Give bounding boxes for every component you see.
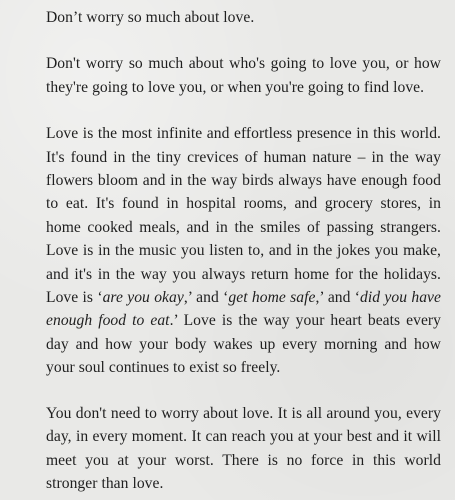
main-text-2: ,’ and ‘	[183, 289, 229, 307]
main-text-4: .’ Love is the way your heart beats every day and how your body wakes up every morning and how your soul continues to exist so freely.	[46, 312, 442, 377]
closing-paragraph: You don't need to worry about love. It is all around you, every day, in every moment. It can reach you at your best and it will meet you at your worst. There is no force in this world stronger than love.	[46, 404, 441, 492]
main-paragraph	[46, 122, 441, 379]
intro-paragraph: Don't worry so much about who's going to love you, or how they're going to love you, or when you're going to find love.	[46, 55, 441, 96]
italic-quote-are-you-okay: are you okay	[102, 289, 184, 307]
main-text-3: ,’ and ‘	[315, 289, 361, 307]
main-text-1: Love is the most infinite and effortless presence in this world. It's found in the tiny crevices of human nature – in the way flowers bloom and in the way birds always have enough food to eat. It's found in hospital rooms, and grocery stores, in home cooked meals, and in the smiles of passing strangers. Love is in the music you listen to, and in the jokes you make, and it's in the way you always return home for the holidays. Love is ‘	[46, 125, 441, 307]
italic-quote-food: did you have enough food to eat	[46, 289, 442, 330]
opening-line: Don’t worry so much about love.	[46, 9, 255, 26]
italic-quote-get-home-safe: get home safe	[228, 289, 316, 307]
